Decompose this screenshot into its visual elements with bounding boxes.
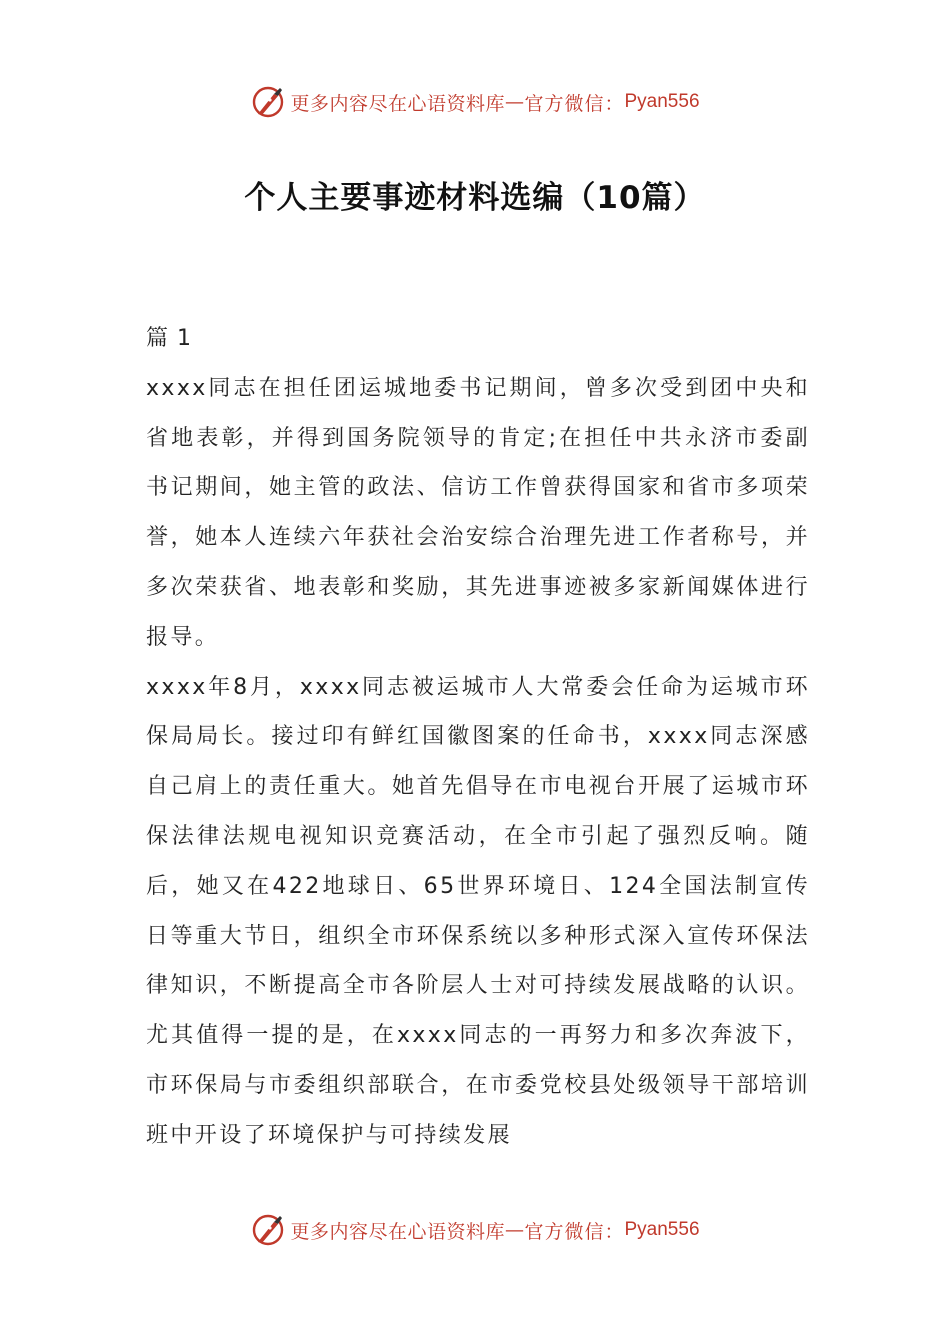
banner-slogan: 更多内容尽在心语资料库 [290, 92, 505, 115]
document-title: 个人主要事迹材料选编（10篇） [244, 180, 706, 216]
header-banner [0, 82, 950, 122]
document-body [146, 314, 810, 1161]
banner-official-label: 官方微信： [524, 92, 625, 115]
footer-banner [0, 1210, 950, 1250]
paragraph-2: xxxx年8月，xxxx同志被运城市人大常委会任命为运城市环保局局长。接过印有鲜红国徽图案的任命书，xxxx同志深感自己肩上的责任重大。她首先倡导在市电视台开展了运城市环保法律法规电视知识竞赛活动，在全市引起了强烈反响。随后，她又在422地球日、65世界环境日、124全国法制宣传日等重大节日，组织全市环保系统以多种形式深入宣传环保法律知识，不断提高全市各阶层人士对可持续发展战略的认识。尤其值得一提的是，在xxxx同志的一再努力和多次奔波下，市环保局与市委组织部联合，在市委党校县处级领导干部培训班中开设了环境保护与可持续发展 [146, 674, 810, 1148]
footer-wechat-id: Pyan556 [624, 1219, 700, 1240]
footer-dash: — [504, 1219, 525, 1241]
paragraph-1: xxxx同志在担任团运城地委书记期间，曾多次受到团中央和省地表彰，并得到国务院领导的肯定;在担任中共永济市委副书记期间，她主管的政法、信访工作曾获得国家和省市多项荣誉，她本人连续六年获社会治安综合治理先进工作者称号，并多次荣获省、地表彰和奖励，其先进事迹被多家新闻媒体进行报导。 [146, 375, 810, 650]
footer-slogan: 更多内容尽在心语资料库 [290, 1220, 505, 1243]
footer-official-label: 官方微信： [524, 1220, 625, 1243]
banner-dash: — [504, 91, 525, 113]
banner-wechat-id: Pyan556 [624, 91, 700, 112]
pen-nib-logo-icon [250, 1212, 286, 1248]
section-label: 篇 1 [146, 326, 192, 351]
pen-nib-logo-icon [250, 84, 286, 120]
